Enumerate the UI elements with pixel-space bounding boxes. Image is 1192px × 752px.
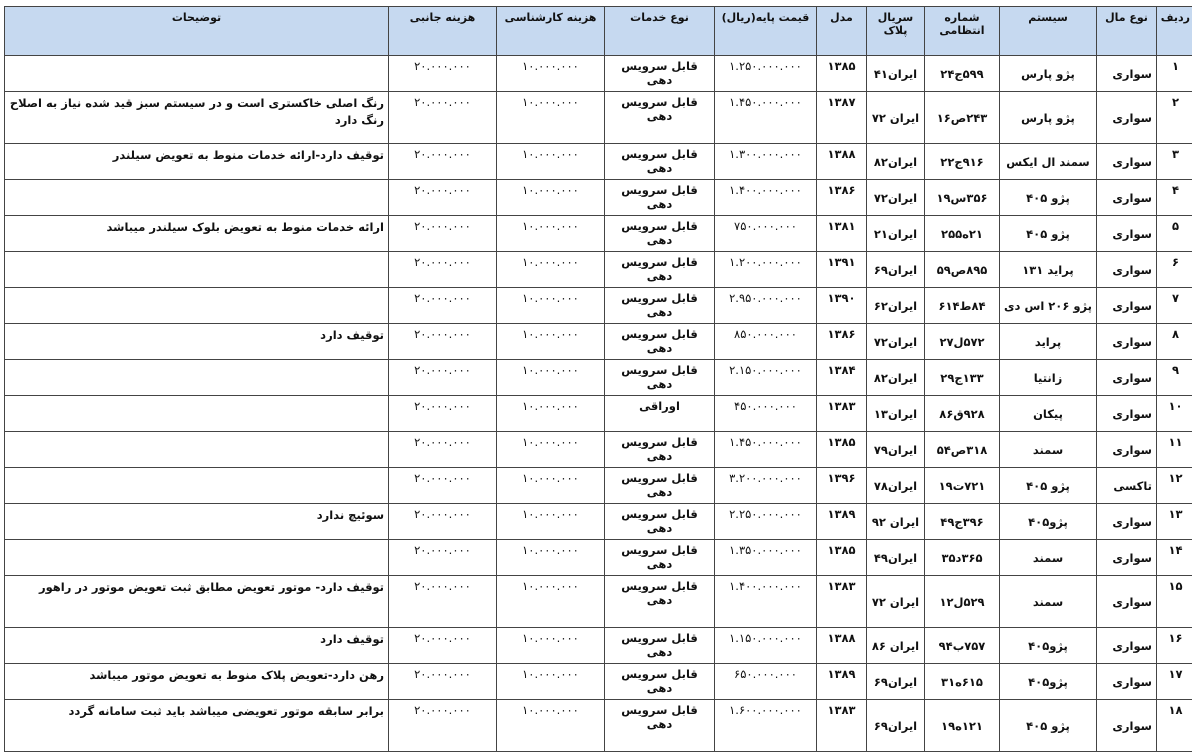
col-header-reg-no: شماره انتظامی xyxy=(925,7,1000,56)
cell-side-fee: ۲۰.۰۰۰.۰۰۰ xyxy=(389,432,497,468)
cell-kind: سواری xyxy=(1097,396,1157,432)
cell-model: ۱۳۸۵ xyxy=(817,56,867,92)
table-row xyxy=(5,324,1192,360)
cell-kind: سواری xyxy=(1097,504,1157,540)
cell-notes: توقیف دارد-ارائه خدمات منوط به تعویض سیلندر xyxy=(5,144,389,180)
cell-row: ۱۱ xyxy=(1157,432,1192,468)
cell-base-price: ۱.۳۵۰.۰۰۰.۰۰۰ xyxy=(715,540,817,576)
cell-side-fee: ۲۰.۰۰۰.۰۰۰ xyxy=(389,288,497,324)
cell-base-price: ۲.۹۵۰.۰۰۰.۰۰۰ xyxy=(715,288,817,324)
cell-service: قابل سرویس دهی xyxy=(605,180,715,216)
cell-row: ۱۰ xyxy=(1157,396,1192,432)
cell-base-price: ۶۵۰.۰۰۰.۰۰۰ xyxy=(715,664,817,700)
col-header-kind: نوع مال xyxy=(1097,7,1157,56)
cell-plate-serial: ایران۴۹ xyxy=(867,540,925,576)
cell-base-price: ۲.۲۵۰.۰۰۰.۰۰۰ xyxy=(715,504,817,540)
cell-service: قابل سرویس دهی xyxy=(605,504,715,540)
cell-notes xyxy=(5,252,389,288)
cell-plate-serial: ایران۴۱ xyxy=(867,56,925,92)
cell-kind: سواری xyxy=(1097,540,1157,576)
cell-expert-fee: ۱۰.۰۰۰.۰۰۰ xyxy=(497,576,605,628)
cell-kind: سواری xyxy=(1097,56,1157,92)
cell-side-fee: ۲۰.۰۰۰.۰۰۰ xyxy=(389,56,497,92)
col-header-base-price: قیمت پایه(ریال) xyxy=(715,7,817,56)
cell-base-price: ۷۵۰.۰۰۰.۰۰۰ xyxy=(715,216,817,252)
cell-system: زانتیا xyxy=(1000,360,1097,396)
cell-expert-fee: ۱۰.۰۰۰.۰۰۰ xyxy=(497,504,605,540)
cell-system: سمند ال ایکس xyxy=(1000,144,1097,180)
cell-model: ۱۳۸۳ xyxy=(817,396,867,432)
cell-base-price: ۱.۴۵۰.۰۰۰.۰۰۰ xyxy=(715,92,817,144)
table-row xyxy=(5,700,1192,752)
cell-kind: سواری xyxy=(1097,216,1157,252)
cell-system: پراید xyxy=(1000,324,1097,360)
cell-side-fee: ۲۰.۰۰۰.۰۰۰ xyxy=(389,700,497,752)
table-row xyxy=(5,664,1192,700)
cell-plate-serial: ایران۶۹ xyxy=(867,700,925,752)
table-row xyxy=(5,360,1192,396)
cell-kind: سواری xyxy=(1097,628,1157,664)
cell-row: ۶ xyxy=(1157,252,1192,288)
cell-system: پژو ۴۰۵ xyxy=(1000,180,1097,216)
cell-expert-fee: ۱۰.۰۰۰.۰۰۰ xyxy=(497,216,605,252)
cell-row: ۷ xyxy=(1157,288,1192,324)
cell-plate-serial: ایران۱۳ xyxy=(867,396,925,432)
table-row xyxy=(5,396,1192,432)
cell-side-fee: ۲۰.۰۰۰.۰۰۰ xyxy=(389,324,497,360)
cell-system: سمند xyxy=(1000,432,1097,468)
cell-system: پژو پارس xyxy=(1000,92,1097,144)
cell-row: ۲ xyxy=(1157,92,1192,144)
cell-service: قابل سرویس دهی xyxy=(605,92,715,144)
cell-reg-no: ۳۵۶س۱۹ xyxy=(925,180,1000,216)
cell-side-fee: ۲۰.۰۰۰.۰۰۰ xyxy=(389,628,497,664)
cell-kind: سواری xyxy=(1097,180,1157,216)
cell-row: ۱۴ xyxy=(1157,540,1192,576)
cell-reg-no: ۳۱۸ص۵۴ xyxy=(925,432,1000,468)
cell-base-price: ۱.۶۰۰.۰۰۰.۰۰۰ xyxy=(715,700,817,752)
cell-row: ۴ xyxy=(1157,180,1192,216)
cell-plate-serial: ایران۷۸ xyxy=(867,468,925,504)
cell-service: قابل سرویس دهی xyxy=(605,540,715,576)
cell-base-price: ۱.۲۵۰.۰۰۰.۰۰۰ xyxy=(715,56,817,92)
cell-service: قابل سرویس دهی xyxy=(605,56,715,92)
cell-kind: سواری xyxy=(1097,700,1157,752)
cell-base-price: ۱.۴۰۰.۰۰۰.۰۰۰ xyxy=(715,180,817,216)
cell-service: قابل سرویس دهی xyxy=(605,432,715,468)
cell-plate-serial: ایران۸۲ xyxy=(867,144,925,180)
cell-kind: سواری xyxy=(1097,92,1157,144)
vehicle-auction-table xyxy=(4,6,1192,752)
cell-expert-fee: ۱۰.۰۰۰.۰۰۰ xyxy=(497,180,605,216)
cell-side-fee: ۲۰.۰۰۰.۰۰۰ xyxy=(389,576,497,628)
table-row xyxy=(5,540,1192,576)
cell-reg-no: ۷۵۷ب۹۴ xyxy=(925,628,1000,664)
cell-kind: سواری xyxy=(1097,432,1157,468)
cell-expert-fee: ۱۰.۰۰۰.۰۰۰ xyxy=(497,628,605,664)
table-row xyxy=(5,576,1192,628)
cell-reg-no: ۵۷۲ل۲۷ xyxy=(925,324,1000,360)
cell-row: ۱۲ xyxy=(1157,468,1192,504)
cell-system: پراید ۱۳۱ xyxy=(1000,252,1097,288)
cell-reg-no: ۱۳۳ج۲۹ xyxy=(925,360,1000,396)
cell-model: ۱۳۹۶ xyxy=(817,468,867,504)
cell-reg-no: ۵۲۹ل۱۲ xyxy=(925,576,1000,628)
cell-service: قابل سرویس دهی xyxy=(605,700,715,752)
cell-service: قابل سرویس دهی xyxy=(605,628,715,664)
cell-kind: سواری xyxy=(1097,576,1157,628)
cell-model: ۱۳۸۴ xyxy=(817,360,867,396)
cell-expert-fee: ۱۰.۰۰۰.۰۰۰ xyxy=(497,540,605,576)
cell-expert-fee: ۱۰.۰۰۰.۰۰۰ xyxy=(497,324,605,360)
col-header-notes: توضیحات xyxy=(5,7,389,56)
cell-reg-no: ۸۴ط۶۱۴ xyxy=(925,288,1000,324)
cell-plate-serial: ایران ۸۶ xyxy=(867,628,925,664)
col-header-system: سیستم xyxy=(1000,7,1097,56)
cell-row: ۱۵ xyxy=(1157,576,1192,628)
cell-kind: سواری xyxy=(1097,144,1157,180)
cell-notes: توقیف دارد xyxy=(5,628,389,664)
cell-notes: ارائه خدمات منوط به تعویض بلوک سیلندر میباشد xyxy=(5,216,389,252)
cell-model: ۱۳۹۱ xyxy=(817,252,867,288)
cell-side-fee: ۲۰.۰۰۰.۰۰۰ xyxy=(389,504,497,540)
cell-system: پژو۴۰۵ xyxy=(1000,628,1097,664)
cell-notes xyxy=(5,468,389,504)
cell-side-fee: ۲۰.۰۰۰.۰۰۰ xyxy=(389,468,497,504)
cell-base-price: ۱.۱۵۰.۰۰۰.۰۰۰ xyxy=(715,628,817,664)
cell-service: قابل سرویس دهی xyxy=(605,360,715,396)
cell-expert-fee: ۱۰.۰۰۰.۰۰۰ xyxy=(497,92,605,144)
cell-service: قابل سرویس دهی xyxy=(605,576,715,628)
cell-system: پژو پارس xyxy=(1000,56,1097,92)
cell-base-price: ۴۵۰.۰۰۰.۰۰۰ xyxy=(715,396,817,432)
cell-expert-fee: ۱۰.۰۰۰.۰۰۰ xyxy=(497,664,605,700)
cell-service: قابل سرویس دهی xyxy=(605,468,715,504)
cell-notes: رهن دارد-تعویض پلاک منوط به تعویض موتور میباشد xyxy=(5,664,389,700)
cell-plate-serial: ایران۸۲ xyxy=(867,360,925,396)
cell-notes: سوئیچ ندارد xyxy=(5,504,389,540)
cell-service: قابل سرویس دهی xyxy=(605,664,715,700)
table-row xyxy=(5,504,1192,540)
cell-system: پژو ۴۰۵ xyxy=(1000,700,1097,752)
cell-reg-no: ۲۱ه۲۵۵ xyxy=(925,216,1000,252)
cell-side-fee: ۲۰.۰۰۰.۰۰۰ xyxy=(389,664,497,700)
cell-plate-serial: ایران ۷۲ xyxy=(867,92,925,144)
table-row xyxy=(5,56,1192,92)
cell-row: ۸ xyxy=(1157,324,1192,360)
cell-base-price: ۲.۱۵۰.۰۰۰.۰۰۰ xyxy=(715,360,817,396)
cell-base-price: ۱.۳۰۰.۰۰۰.۰۰۰ xyxy=(715,144,817,180)
cell-plate-serial: ایران ۷۲ xyxy=(867,576,925,628)
cell-plate-serial: ایران ۹۲ xyxy=(867,504,925,540)
cell-model: ۱۳۸۳ xyxy=(817,576,867,628)
cell-notes: برابر سابقه موتور تعویضی میباشد باید ثبت سامانه گردد xyxy=(5,700,389,752)
cell-service: قابل سرویس دهی xyxy=(605,144,715,180)
cell-kind: سواری xyxy=(1097,664,1157,700)
col-header-expert-fee: هزینه کارشناسی xyxy=(497,7,605,56)
cell-side-fee: ۲۰.۰۰۰.۰۰۰ xyxy=(389,216,497,252)
cell-side-fee: ۲۰.۰۰۰.۰۰۰ xyxy=(389,180,497,216)
cell-plate-serial: ایران۶۹ xyxy=(867,664,925,700)
col-header-plate-serial: سریال پلاک xyxy=(867,7,925,56)
cell-service: قابل سرویس دهی xyxy=(605,324,715,360)
cell-expert-fee: ۱۰.۰۰۰.۰۰۰ xyxy=(497,288,605,324)
cell-notes xyxy=(5,432,389,468)
table-row xyxy=(5,432,1192,468)
cell-expert-fee: ۱۰.۰۰۰.۰۰۰ xyxy=(497,144,605,180)
cell-base-price: ۳.۲۰۰.۰۰۰.۰۰۰ xyxy=(715,468,817,504)
cell-model: ۱۳۸۱ xyxy=(817,216,867,252)
cell-notes: توقیف دارد xyxy=(5,324,389,360)
col-header-model: مدل xyxy=(817,7,867,56)
cell-row: ۱۳ xyxy=(1157,504,1192,540)
cell-row: ۵ xyxy=(1157,216,1192,252)
col-header-service: نوع خدمات xyxy=(605,7,715,56)
table-row xyxy=(5,252,1192,288)
cell-model: ۱۳۸۸ xyxy=(817,628,867,664)
cell-expert-fee: ۱۰.۰۰۰.۰۰۰ xyxy=(497,252,605,288)
cell-notes: رنگ اصلی خاکستری است و در سیستم سبز قید شده نیاز به اصلاح رنگ دارد xyxy=(5,92,389,144)
cell-notes xyxy=(5,540,389,576)
cell-notes xyxy=(5,396,389,432)
cell-base-price: ۱.۴۰۰.۰۰۰.۰۰۰ xyxy=(715,576,817,628)
cell-side-fee: ۲۰.۰۰۰.۰۰۰ xyxy=(389,396,497,432)
cell-model: ۱۳۸۵ xyxy=(817,432,867,468)
cell-side-fee: ۲۰.۰۰۰.۰۰۰ xyxy=(389,252,497,288)
table-row xyxy=(5,468,1192,504)
cell-side-fee: ۲۰.۰۰۰.۰۰۰ xyxy=(389,92,497,144)
cell-expert-fee: ۱۰.۰۰۰.۰۰۰ xyxy=(497,468,605,504)
cell-notes xyxy=(5,56,389,92)
cell-system: پژو ۲۰۶ اس دی xyxy=(1000,288,1097,324)
table-row xyxy=(5,180,1192,216)
col-header-row: ردیف xyxy=(1157,7,1192,56)
cell-reg-no: ۱۲۱ه۱۹ xyxy=(925,700,1000,752)
cell-row: ۱۸ xyxy=(1157,700,1192,752)
cell-system: پژو۴۰۵ xyxy=(1000,504,1097,540)
cell-notes xyxy=(5,360,389,396)
cell-kind: تاکسی xyxy=(1097,468,1157,504)
cell-system: سمند xyxy=(1000,540,1097,576)
cell-model: ۱۳۹۰ xyxy=(817,288,867,324)
header-row xyxy=(5,7,1192,56)
cell-model: ۱۳۸۹ xyxy=(817,504,867,540)
cell-model: ۱۳۸۸ xyxy=(817,144,867,180)
cell-side-fee: ۲۰.۰۰۰.۰۰۰ xyxy=(389,540,497,576)
cell-reg-no: ۷۲۱ت۱۹ xyxy=(925,468,1000,504)
table-row xyxy=(5,216,1192,252)
cell-row: ۱ xyxy=(1157,56,1192,92)
cell-kind: سواری xyxy=(1097,324,1157,360)
col-header-side-fee: هزینه جانبی xyxy=(389,7,497,56)
cell-kind: سواری xyxy=(1097,288,1157,324)
cell-reg-no: ۸۹۵ص۵۹ xyxy=(925,252,1000,288)
cell-reg-no: ۳۹۶ج۴۹ xyxy=(925,504,1000,540)
table-row xyxy=(5,144,1192,180)
cell-plate-serial: ایران۷۹ xyxy=(867,432,925,468)
cell-base-price: ۸۵۰.۰۰۰.۰۰۰ xyxy=(715,324,817,360)
cell-side-fee: ۲۰.۰۰۰.۰۰۰ xyxy=(389,360,497,396)
cell-reg-no: ۳۶۵د۳۵ xyxy=(925,540,1000,576)
cell-expert-fee: ۱۰.۰۰۰.۰۰۰ xyxy=(497,396,605,432)
cell-base-price: ۱.۲۰۰.۰۰۰.۰۰۰ xyxy=(715,252,817,288)
cell-side-fee: ۲۰.۰۰۰.۰۰۰ xyxy=(389,144,497,180)
table-body xyxy=(5,56,1192,752)
cell-plate-serial: ایران۷۲ xyxy=(867,324,925,360)
cell-service: اوراقی xyxy=(605,396,715,432)
cell-expert-fee: ۱۰.۰۰۰.۰۰۰ xyxy=(497,56,605,92)
cell-notes xyxy=(5,288,389,324)
cell-system: پژو۴۰۵ xyxy=(1000,664,1097,700)
cell-notes: توقیف دارد- موتور تعویض مطابق ثبت تعویض موتور در راهور xyxy=(5,576,389,628)
cell-system: سمند xyxy=(1000,576,1097,628)
cell-system: پژو ۴۰۵ xyxy=(1000,216,1097,252)
cell-model: ۱۳۸۶ xyxy=(817,180,867,216)
table-row xyxy=(5,92,1192,144)
cell-model: ۱۳۸۷ xyxy=(817,92,867,144)
cell-service: قابل سرویس دهی xyxy=(605,252,715,288)
cell-kind: سواری xyxy=(1097,252,1157,288)
cell-row: ۳ xyxy=(1157,144,1192,180)
cell-reg-no: ۲۴۳ص۱۶ xyxy=(925,92,1000,144)
cell-kind: سواری xyxy=(1097,360,1157,396)
table-row xyxy=(5,628,1192,664)
cell-system: پیکان xyxy=(1000,396,1097,432)
cell-reg-no: ۵۹۹ج۲۴ xyxy=(925,56,1000,92)
cell-plate-serial: ایران۶۹ xyxy=(867,252,925,288)
cell-reg-no: ۹۲۸ق۸۶ xyxy=(925,396,1000,432)
cell-model: ۱۳۸۶ xyxy=(817,324,867,360)
cell-plate-serial: ایران۶۲ xyxy=(867,288,925,324)
cell-service: قابل سرویس دهی xyxy=(605,288,715,324)
cell-row: ۱۶ xyxy=(1157,628,1192,664)
cell-notes xyxy=(5,180,389,216)
cell-expert-fee: ۱۰.۰۰۰.۰۰۰ xyxy=(497,360,605,396)
cell-service: قابل سرویس دهی xyxy=(605,216,715,252)
cell-system: پژو ۴۰۵ xyxy=(1000,468,1097,504)
table-row xyxy=(5,288,1192,324)
cell-reg-no: ۹۱۶ج۲۲ xyxy=(925,144,1000,180)
cell-row: ۱۷ xyxy=(1157,664,1192,700)
document-page xyxy=(4,6,1188,752)
cell-reg-no: ۶۱۵ه۳۱ xyxy=(925,664,1000,700)
cell-expert-fee: ۱۰.۰۰۰.۰۰۰ xyxy=(497,700,605,752)
cell-model: ۱۳۸۵ xyxy=(817,540,867,576)
cell-plate-serial: ایران۷۲ xyxy=(867,180,925,216)
cell-model: ۱۳۸۳ xyxy=(817,700,867,752)
cell-expert-fee: ۱۰.۰۰۰.۰۰۰ xyxy=(497,432,605,468)
cell-plate-serial: ایران۲۱ xyxy=(867,216,925,252)
cell-row: ۹ xyxy=(1157,360,1192,396)
cell-model: ۱۳۸۹ xyxy=(817,664,867,700)
cell-base-price: ۱.۴۵۰.۰۰۰.۰۰۰ xyxy=(715,432,817,468)
